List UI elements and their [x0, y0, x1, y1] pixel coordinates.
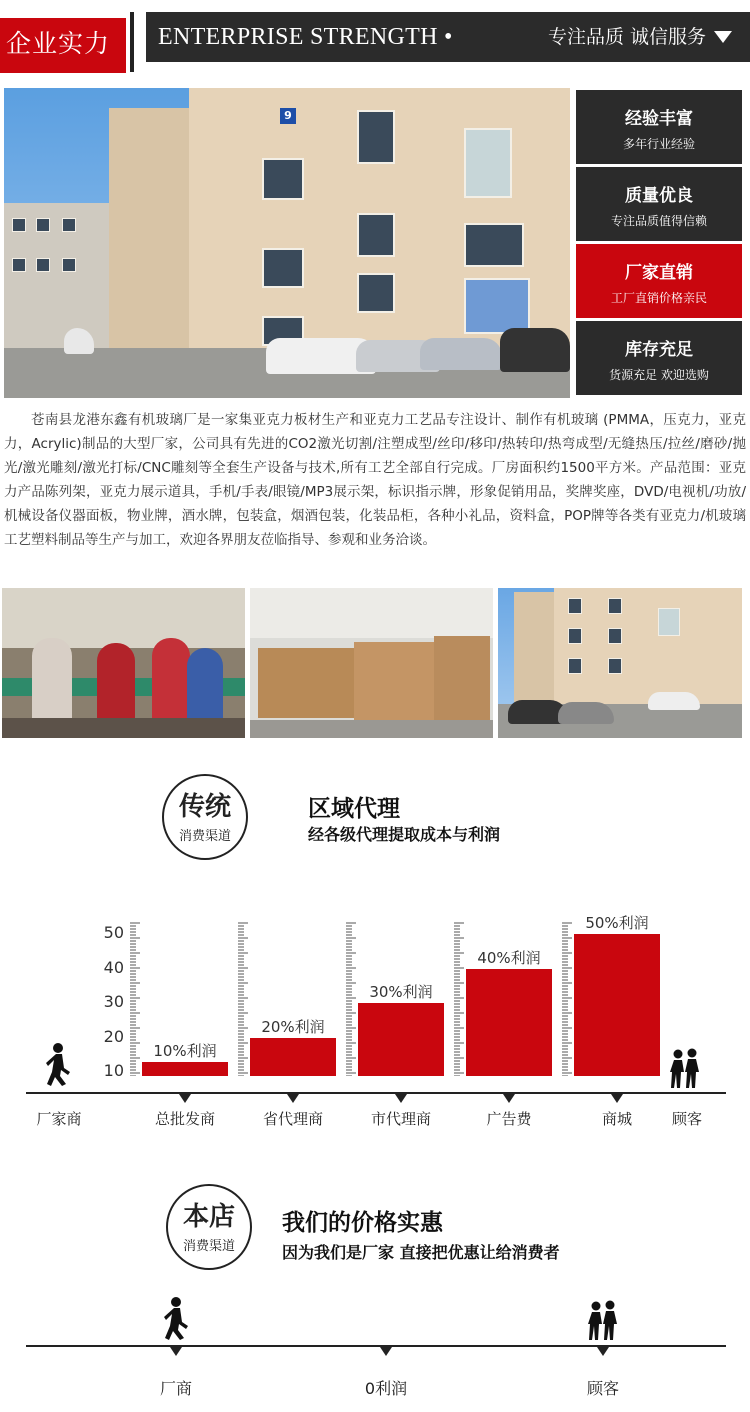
- ours-axis-label-end: 顾客: [586, 1379, 619, 1398]
- ruler-scale: [238, 922, 248, 1076]
- category-label: 广告费: [486, 1110, 532, 1128]
- feature-sub: 工厂直销价格亲民: [610, 291, 707, 305]
- bar-data-label: 20%利润: [261, 1017, 325, 1036]
- bar-3: [358, 1003, 444, 1076]
- axis-marker: [170, 1347, 182, 1356]
- axis-marker: [503, 1094, 515, 1103]
- walking-person-icon: [42, 1042, 72, 1086]
- feature-direct-sale: [576, 244, 742, 318]
- traditional-subtitle: 经各级代理提取成本与利润: [308, 825, 501, 844]
- section-title-cn: 企业实力: [0, 18, 126, 70]
- ours-subtitle: 因为我们是厂家 直接把优惠让给消费者: [282, 1243, 560, 1262]
- bar-4: [466, 969, 552, 1077]
- axis-end-label: 顾客: [671, 1110, 702, 1128]
- factory-exterior-photo: [498, 588, 742, 738]
- feature-quality: [576, 167, 742, 241]
- ours-title: 我们的价格实惠: [282, 1210, 443, 1236]
- customers-icon: [668, 1048, 702, 1088]
- feature-title: 库存充足: [625, 340, 693, 360]
- bar-data-label: 10%利润: [153, 1041, 217, 1060]
- header-slogan: 专注品质 诚信服务: [547, 26, 706, 48]
- header-banner: [146, 12, 750, 62]
- category-label: 商城: [601, 1110, 632, 1128]
- axis-marker: [611, 1094, 623, 1103]
- ruler-scale: [346, 922, 356, 1076]
- ours-axis-label-start: 厂商: [159, 1379, 192, 1398]
- channel-axis: [26, 1092, 726, 1094]
- bar-5: [574, 934, 660, 1076]
- factory-building-photo: [4, 88, 570, 398]
- category-label: 市代理商: [370, 1110, 431, 1128]
- warehouse-photo: [250, 588, 493, 738]
- feature-title: 厂家直销: [625, 263, 693, 283]
- feature-title: 经验丰富: [625, 109, 693, 129]
- profit-chart: [0, 880, 750, 1140]
- workshop-photo: [2, 588, 245, 738]
- ruler-scale: [454, 922, 464, 1076]
- category-label: 总批发商: [154, 1110, 215, 1128]
- walking-person-icon: [160, 1296, 190, 1340]
- feature-sub: 多年行业经验: [622, 137, 695, 151]
- bar-2: [250, 1038, 336, 1077]
- traditional-title: 区域代理: [308, 796, 400, 822]
- y-tick-label: 50: [103, 923, 124, 942]
- badge-sub: 消费渠道: [178, 829, 231, 844]
- feature-experience: [576, 90, 742, 164]
- title-underline: [0, 70, 126, 73]
- y-tick-label: 30: [103, 992, 124, 1011]
- axis-marker: [287, 1094, 299, 1103]
- badge-title: 本店: [182, 1202, 235, 1232]
- axis-start-label: 厂家商: [36, 1110, 82, 1128]
- feature-stock: [576, 321, 742, 395]
- section-header: [0, 0, 750, 80]
- header-divider: [130, 12, 134, 72]
- badge-title: 传统: [178, 792, 231, 822]
- section-title-en: ENTERPRISE STRENGTH •: [158, 24, 453, 50]
- ours-axis-label-middle: 0利润: [364, 1379, 408, 1398]
- y-tick-label: 40: [103, 957, 124, 977]
- bar-1: [142, 1062, 228, 1076]
- ours-badge: [166, 1184, 252, 1270]
- traditional-badge: [162, 774, 248, 860]
- axis-marker: [179, 1094, 191, 1103]
- y-tick-label: 10: [103, 1061, 124, 1080]
- chevron-down-icon: [714, 31, 732, 43]
- axis-marker: [395, 1094, 407, 1103]
- axis-marker: [597, 1347, 609, 1356]
- category-label: 省代理商: [262, 1110, 323, 1128]
- bar-data-label: 40%利润: [477, 948, 541, 967]
- y-tick-label: 20: [103, 1026, 124, 1046]
- feature-sub: 货源充足 欢迎选购: [609, 368, 709, 382]
- axis-marker: [380, 1347, 392, 1356]
- feature-title: 质量优良: [625, 186, 693, 206]
- building-sign: 9: [280, 108, 296, 124]
- ruler-scale: [130, 922, 140, 1076]
- badge-sub: 消费渠道: [182, 1239, 235, 1254]
- bar-data-label: 50%利润: [585, 914, 649, 932]
- company-intro: 苍南县龙港东鑫有机玻璃厂是一家集亚克力板材生产和亚克力工艺品专注设计、制作有机玻璃 (PMMA，压克力，亚克力，Acrylic)制品的大型厂家，公司具有先进的CO2激光切割/注塑成型/丝印/移印/热转印/热弯成型/无缝热压/拉丝/磨砂/抛光/激光雕刻/激光打标/CNC雕刻等全套生产设备与技术,所有工艺全部自行完成。厂房面积约1500平方米。产品范围：亚克力产品陈列架，亚克力展示道具，手机/手表/眼镜/MP3展示架，标识指示牌，形象促销用品，奖牌奖座，DVD/电视机/功放/机械设备仪器面板，物业牌，酒水牌，包装盒，烟酒包装，化装品柜，各种小礼品，资料盒，POP牌等各类有亚克力/机玻璃工艺塑料制品等生产与加工，欢迎各界朋友莅临指导、参观和业务洽谈。: [4, 412, 746, 548]
- feature-sub: 专注品质值得信赖: [610, 214, 707, 228]
- ruler-scale: [562, 922, 572, 1076]
- bar-data-label: 30%利润: [369, 983, 433, 1001]
- customers-icon: [586, 1300, 620, 1340]
- ours-axis: [26, 1345, 726, 1347]
